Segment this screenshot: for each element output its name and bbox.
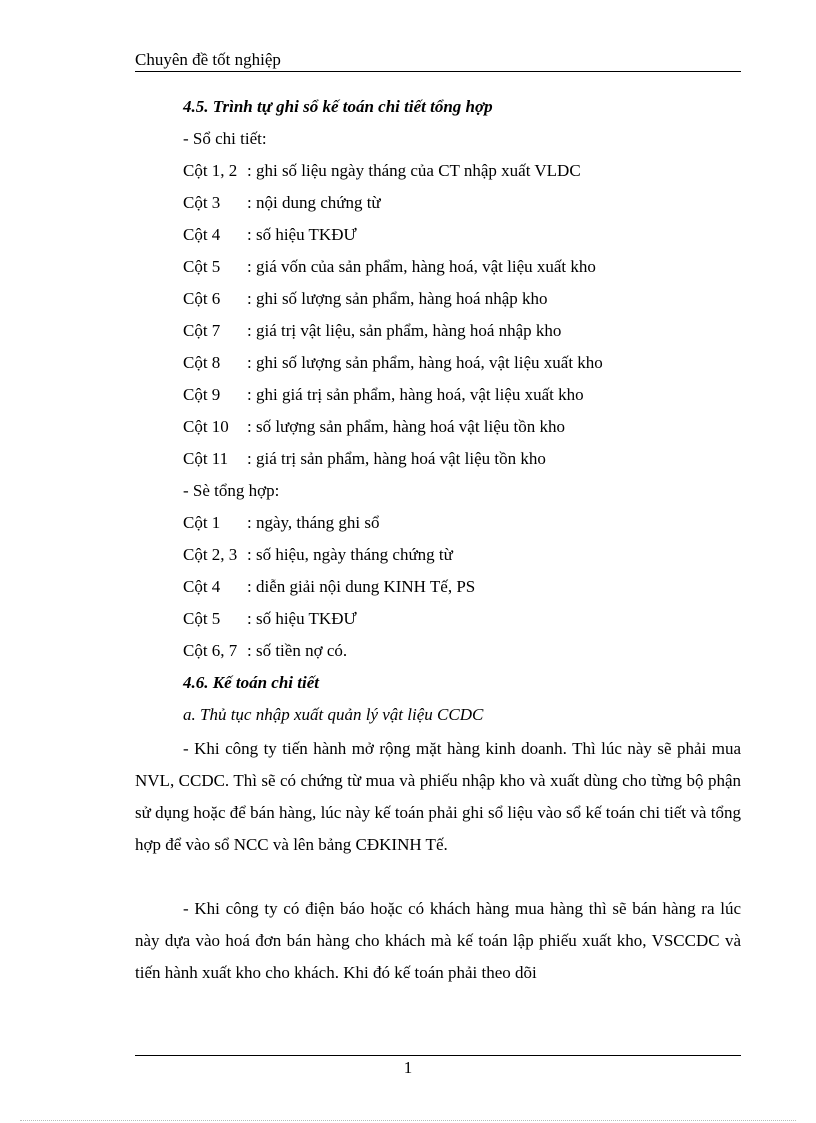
detail-item-label: Cột 4 (183, 225, 221, 244)
detail-item-text: : ghi số lượng sản phẩm, hàng hoá nhập kho (247, 289, 548, 308)
detail-item-text: : nội dung chứng từ (247, 193, 381, 212)
detail-item-label: Cột 1, 2 (183, 161, 238, 180)
body-paragraph: - Khi công ty tiến hành mở rộng mặt hàng kinh doanh. Thì lúc này sẽ phải mua NVL, CCDC. Thì sẽ có chứng từ mua và phiếu nhập kho và xuất dùng cho từng bộ phận sử dụng hoặc để bán hàng, lúc này kế toán phải ghi sổ liệu vào sổ kế toán chi tiết và tổng hợp để vào sổ NCC và lên bảng CĐKINH Tế. (135, 739, 741, 854)
detail-item (183, 193, 381, 213)
detail-item (183, 417, 565, 437)
summary-item-label: Cột 5 (183, 609, 221, 628)
summary-ledger-title: - Sè tổng hợp: (183, 481, 280, 500)
header-title: Chuyên đề tốt nghiệp (135, 50, 281, 69)
detail-item (183, 161, 581, 181)
page-bottom-edge (20, 1120, 796, 1121)
detail-item-label: Cột 9 (183, 385, 221, 404)
summary-item (183, 609, 357, 629)
summary-item-label: Cột 1 (183, 513, 221, 532)
detail-item-text: : giá vốn của sản phẩm, hàng hoá, vật liệu xuất kho (247, 257, 596, 276)
summary-item (183, 513, 380, 533)
body-paragraph: - Khi công ty có điện báo hoặc có khách hàng mua hàng thì sẽ bán hàng ra lúc này dựa vào hoá đơn bán hàng cho khách mà kế toán lập phiếu xuất kho, VSCCDC và tiến hành xuất kho cho khách. Khi đó kế toán phải theo dõi (135, 899, 741, 982)
detail-item (183, 385, 584, 405)
summary-item-label: Cột 4 (183, 577, 221, 596)
section-4-6-subheading: a. Thủ tục nhập xuất quản lý vật liệu CCDC (183, 705, 484, 724)
summary-item (183, 641, 347, 661)
detail-item-label: Cột 11 (183, 449, 229, 468)
detail-item-text: : ghi số liệu ngày tháng của CT nhập xuất VLDC (247, 161, 581, 180)
detail-item-text: : giá trị sản phẩm, hàng hoá vật liệu tồn kho (247, 449, 546, 468)
detail-item (183, 289, 548, 309)
section-4-6-heading: 4.6. Kế toán chi tiết (183, 673, 319, 692)
detail-ledger-title: - Sổ chi tiết: (183, 129, 267, 148)
detail-item-text: : ghi số lượng sản phẩm, hàng hoá, vật liệu xuất kho (247, 353, 603, 372)
footer-divider (135, 1055, 741, 1056)
page-number: 1 (403, 1058, 413, 1077)
detail-item-text: : số hiệu TKĐƯ (247, 225, 357, 244)
detail-item-label: Cột 5 (183, 257, 221, 276)
detail-item-label: Cột 7 (183, 321, 221, 340)
detail-item (183, 225, 357, 245)
detail-item-text: : số lượng sản phẩm, hàng hoá vật liệu tồn kho (247, 417, 566, 436)
detail-item-label: Cột 6 (183, 289, 221, 308)
summary-item-label: Cột 6, 7 (183, 641, 238, 660)
summary-item (183, 577, 475, 597)
summary-item (183, 545, 453, 565)
summary-item-text: : số hiệu, ngày tháng chứng từ (247, 545, 453, 564)
detail-item (183, 257, 596, 277)
detail-item (183, 321, 561, 341)
detail-item-label: Cột 8 (183, 353, 221, 372)
detail-item-text: : giá trị vật liệu, sản phẩm, hàng hoá nhập kho (247, 321, 562, 340)
section-4-5-heading: 4.5. Trình tự ghi sổ kế toán chi tiết tổng hợp (183, 97, 493, 116)
detail-item-label: Cột 10 (183, 417, 229, 436)
summary-item-text: : ngày, tháng ghi sổ (247, 513, 380, 532)
summary-item-text: : số tiền nợ có. (247, 641, 348, 660)
summary-item-text: : diễn giải nội dung KINH Tế, PS (247, 577, 476, 596)
detail-item (183, 449, 546, 469)
detail-item-text: : ghi giá trị sản phẩm, hàng hoá, vật liệu xuất kho (247, 385, 584, 404)
detail-item-label: Cột 3 (183, 193, 221, 212)
summary-item-text: : số hiệu TKĐƯ (247, 609, 357, 628)
header-divider (135, 71, 741, 72)
summary-item-label: Cột 2, 3 (183, 545, 238, 564)
detail-item (183, 353, 603, 373)
